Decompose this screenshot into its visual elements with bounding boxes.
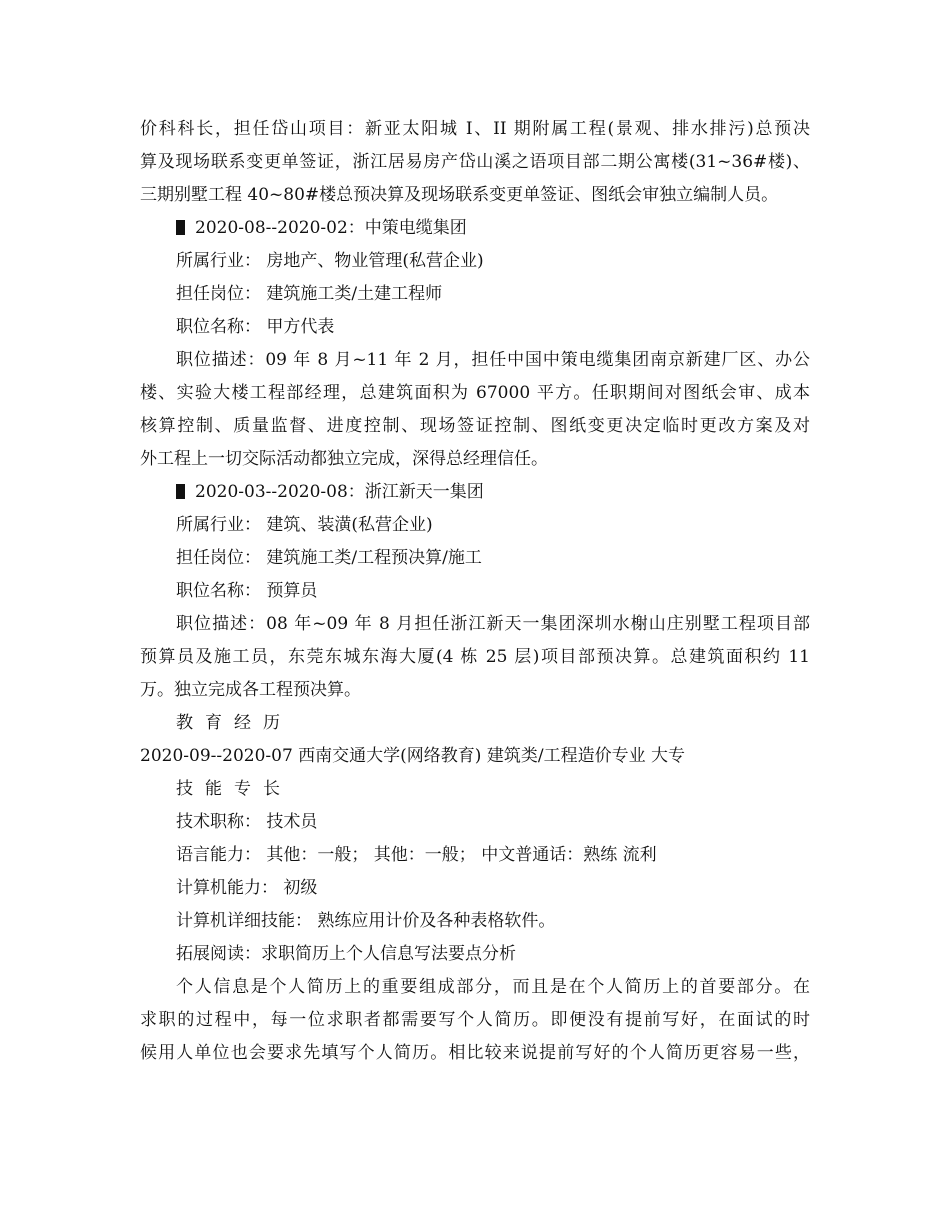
position-line: 担任岗位： 建筑施工类/工程预决算/施工	[176, 548, 482, 568]
text-line: 价科科长，担任岱山项目：新亚太阳城 I、II 期附属工程(景观、排水排污)总预决	[140, 119, 810, 139]
extended-reading-title: 拓展阅读：求职简历上个人信息写法要点分析	[176, 944, 516, 964]
text-line: 算及现场联系变更单签证，浙江居易房产岱山溪之语项目部二期公寓楼(31~36#楼)、	[140, 152, 810, 172]
description-line: 外工程上一切交际活动都独立完成，深得总经理信任。	[140, 449, 548, 469]
paragraph-line: 求职的过程中，每一位求职者都需要写个人简历。即便没有提前写好，在面试的时	[140, 1010, 810, 1030]
position-line: 担任岗位： 建筑施工类/土建工程师	[176, 284, 443, 304]
computer-detail-line: 计算机详细技能： 熟练应用计价及各种表格软件。	[176, 911, 556, 931]
description-line: 楼、实验大楼工程部经理，总建筑面积为 67000 平方。任职期间对图纸会审、成本	[140, 383, 810, 403]
industry-line: 所属行业： 房地产、物业管理(私营企业)	[176, 251, 484, 271]
job-heading-text: 2020-08--2020-02：中策电缆集团	[195, 218, 467, 238]
description-line: 职位描述：09 年 8 月~11 年 2 月，担任中国中策电缆集团南京新建厂区、办公	[176, 350, 810, 370]
title-line: 职位名称： 预算员	[176, 581, 318, 601]
job-heading-text: 2020-03--2020-08：浙江新天一集团	[195, 482, 484, 502]
computer-skill-line: 计算机能力： 初级	[176, 878, 318, 898]
paragraph-line: 候用人单位也会要求先填写个人简历。相比较来说提前写好的个人简历更容易一些，	[140, 1043, 810, 1063]
description-line: 万。独立完成各工程预决算。	[140, 680, 361, 700]
paragraph-line: 个人信息是个人简历上的重要组成部分，而且是在个人简历上的首要部分。在	[176, 977, 810, 997]
section-heading-education: 教育经历	[176, 713, 292, 733]
title-line: 职位名称： 甲方代表	[176, 317, 335, 337]
job-heading	[176, 481, 810, 503]
job-heading	[176, 217, 810, 239]
tech-title-line: 技术职称： 技术员	[176, 812, 318, 832]
description-line: 核算控制、质量监督、进度控制、现场签证控制、图纸变更决定临时更改方案及对	[140, 416, 810, 436]
education-entry: 2020-09--2020-07 西南交通大学(网络教育) 建筑类/工程造价专业 大专	[140, 746, 685, 766]
language-line: 语言能力： 其他：一般； 其他：一般； 中文普通话：熟练 流利	[176, 845, 657, 865]
bullet-marker	[176, 484, 185, 499]
description-line: 预算员及施工员，东莞东城东海大厦(4 栋 25 层)项目部预决算。总建筑面积约 11	[140, 647, 810, 667]
text-line: 三期别墅工程 40~80#楼总预决算及现场联系变更单签证、图纸会审独立编制人员。	[140, 185, 779, 205]
section-heading-skills: 技能专长	[176, 779, 292, 799]
industry-line: 所属行业： 建筑、装潢(私营企业)	[176, 515, 433, 535]
bullet-marker	[176, 220, 185, 235]
description-line: 职位描述：08 年~09 年 8 月担任浙江新天一集团深圳水榭山庄别墅工程项目部	[176, 614, 810, 634]
